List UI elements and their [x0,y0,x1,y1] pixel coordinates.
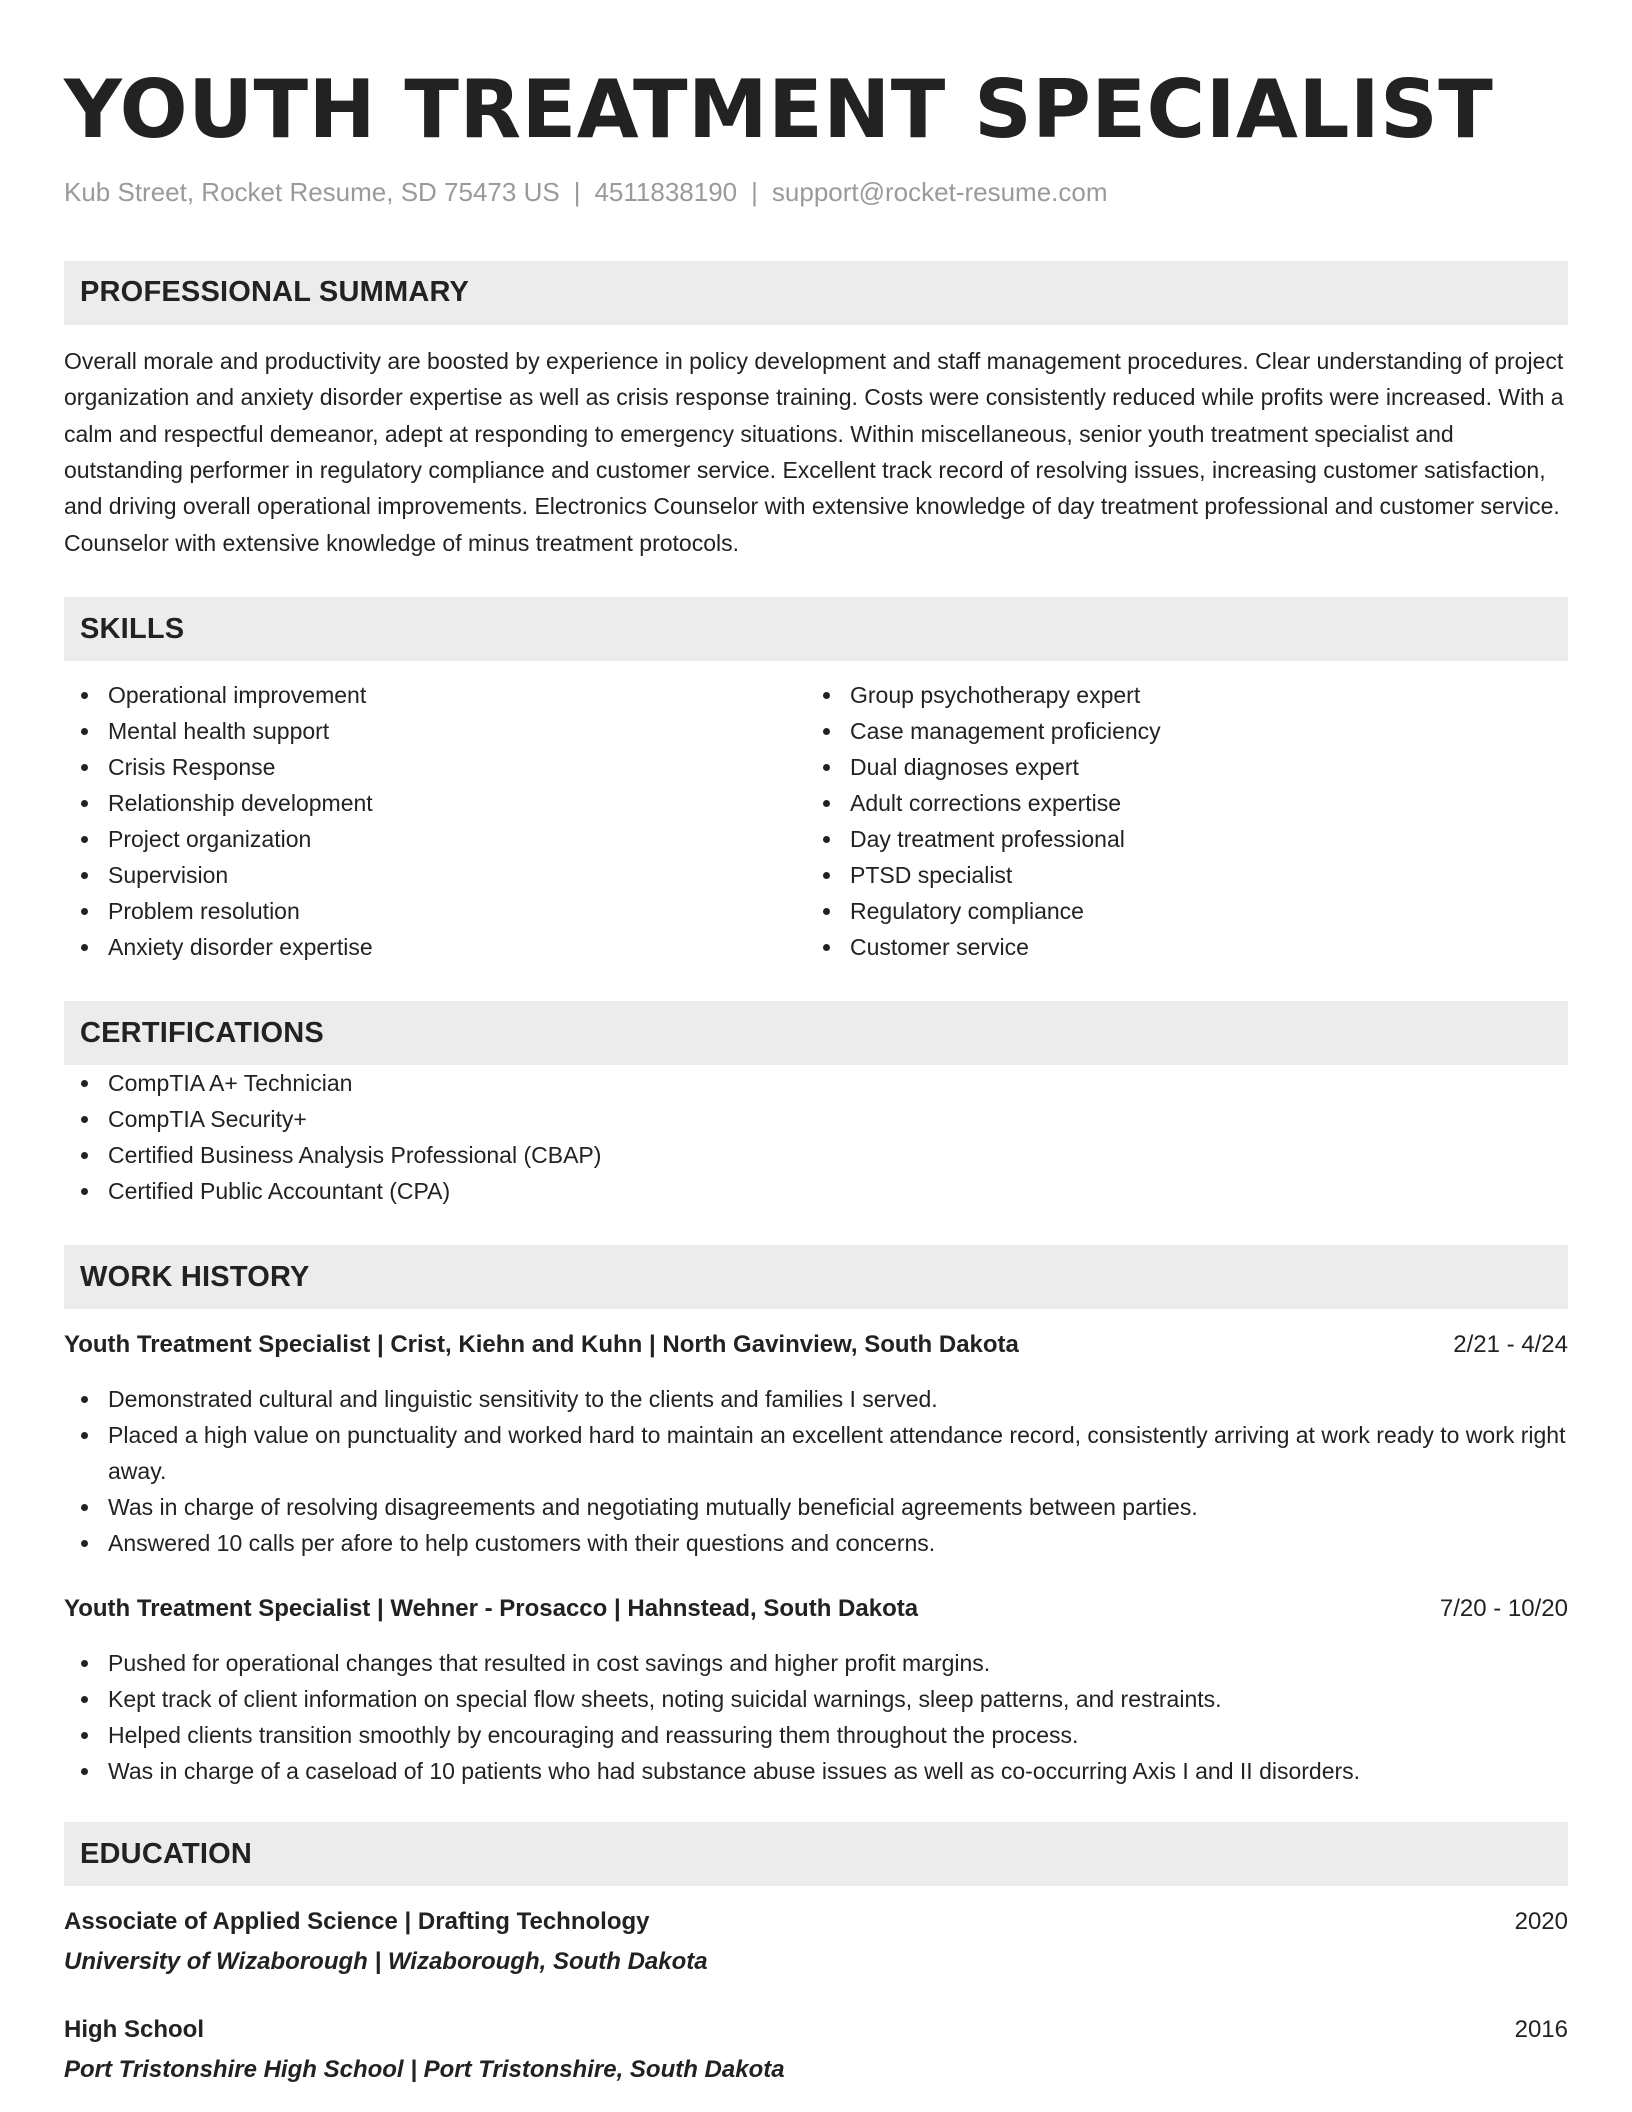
job-title: Youth Treatment Specialist | Crist, Kiehn and Kuhn | North Gavinview, South Dakota [64,1331,1019,1359]
job-bullet: Placed a high value on punctuality and worked hard to maintain an excellent attendance record, consistently arriving at work ready to work right away. [64,1417,1568,1489]
summary-section [64,261,1568,561]
education-section [64,1822,1568,2088]
certification-item: Certified Business Analysis Professional (CBAP) [64,1137,1568,1173]
skill-item: Problem resolution [64,893,806,929]
skills-section [64,597,1568,965]
summary-heading: PROFESSIONAL SUMMARY [64,261,1568,325]
education-degree: Associate of Applied Science | Drafting Technology [64,1908,650,1936]
skills-columns [64,677,1568,965]
job-bullets [64,1381,1568,1561]
contact-address: Kub Street, Rocket Resume, SD 75473 US [64,177,560,207]
contact-email: support@rocket-resume.com [771,177,1108,207]
skill-item: Anxiety disorder expertise [64,929,806,965]
certification-item: CompTIA Security+ [64,1101,1568,1137]
work-history-heading: WORK HISTORY [64,1245,1568,1309]
job-bullet: Kept track of client information on special flow sheets, noting suicidal warnings, sleep patterns, and restraints. [64,1681,1568,1717]
education-degree: High School [64,2016,204,2044]
job-entry [64,1591,1568,1789]
contact-line [64,176,1568,210]
job-bullet: Helped clients transition smoothly by encouraging and reassuring them throughout the process. [64,1717,1568,1753]
job-entry [64,1327,1568,1561]
education-header [64,1904,1568,1940]
job-header [64,1327,1568,1363]
job-header [64,1591,1568,1627]
skill-item: Case management proficiency [806,713,1548,749]
job-bullet: Was in charge of resolving disagreements and negotiating mutually beneficial agreements between parties. [64,1489,1568,1525]
education-year: 2016 [1514,2016,1568,2044]
job-dates: 7/20 - 10/20 [1439,1595,1568,1623]
contact-phone: 4511838190 [594,177,738,207]
certification-item: Certified Public Accountant (CPA) [64,1173,1568,1209]
education-entry [64,1904,1568,1980]
skill-item: Mental health support [64,713,806,749]
job-bullet: Demonstrated cultural and linguistic sensitivity to the clients and families I served. [64,1381,1568,1417]
certification-item: CompTIA A+ Technician [64,1065,1568,1101]
job-title: Youth Treatment Specialist | Wehner - Prosacco | Hahnstead, South Dakota [64,1595,919,1623]
skill-item: Supervision [64,857,806,893]
education-heading: EDUCATION [64,1822,1568,1886]
skill-item: Operational improvement [64,677,806,713]
education-school: University of Wizaborough | Wizaborough, South Dakota [64,1948,708,1976]
skill-item: Crisis Response [64,749,806,785]
skill-item: Group psychotherapy expert [806,677,1548,713]
contact-separator: | [573,177,581,207]
certifications-section [64,1001,1568,1209]
job-dates: 2/21 - 4/24 [1453,1331,1568,1359]
education-school: Port Tristonshire High School | Port Tristonshire, South Dakota [64,2056,785,2084]
certifications-heading: CERTIFICATIONS [64,1001,1568,1065]
skills-left-list [64,677,806,965]
resume-title: YOUTH TREATMENT SPECIALIST [64,63,1494,156]
education-entry [64,2012,1568,2088]
job-bullet: Answered 10 calls per afore to help customers with their questions and concerns. [64,1525,1568,1561]
skill-item: PTSD specialist [806,857,1548,893]
work-history-section [64,1245,1568,1789]
skill-item: Customer service [806,929,1548,965]
education-header [64,2012,1568,2048]
skills-heading: SKILLS [64,597,1568,661]
job-bullet: Pushed for operational changes that resulted in cost savings and higher profit margins. [64,1645,1568,1681]
skill-item: Project organization [64,821,806,857]
skill-item: Relationship development [64,785,806,821]
contact-separator: | [751,177,758,207]
skill-item: Day treatment professional [806,821,1548,857]
education-year: 2020 [1514,1908,1568,1936]
certifications-list [64,1065,1568,1209]
skill-item: Adult corrections expertise [806,785,1548,821]
job-bullets [64,1645,1568,1789]
skill-item: Dual diagnoses expert [806,749,1548,785]
skills-right-list [806,677,1548,965]
skill-item: Regulatory compliance [806,893,1548,929]
job-bullet: Was in charge of a caseload of 10 patients who had substance abuse issues as well as co-occurring Axis I and II disorders. [64,1753,1568,1789]
summary-text: Overall morale and productivity are boosted by experience in policy development and staff management procedures. Clear understanding of project organization and anxiety disorder expertise as well as crisis response training. Costs were consistently reduced while profits were increased. With a calm and respectful demeanor, adept at responding to emergency situations. Within miscellaneous, senior youth treatment specialist and outstanding performer in regulatory compliance and customer service. Excellent track record of resolving issues, increasing customer satisfaction, and driving overall operational improvements. Electronics Counselor with extensive knowledge of day treatment professional and customer service. Counselor with extensive knowledge of minus treatment protocols. [64,347,1564,556]
